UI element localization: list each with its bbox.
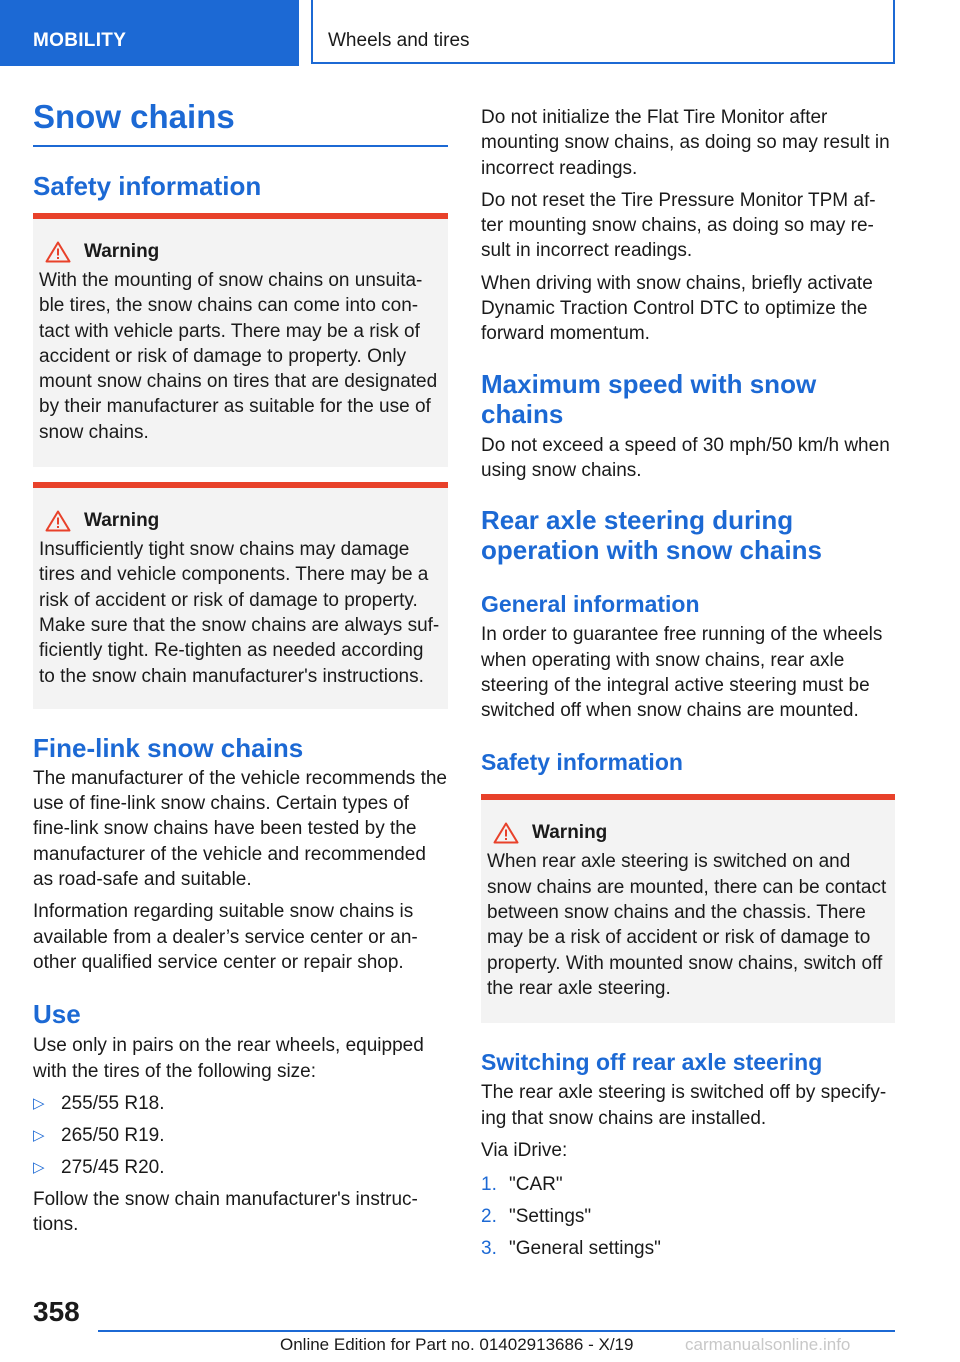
step-item	[481, 1204, 895, 1229]
list-item	[33, 1123, 448, 1148]
right-column	[481, 105, 895, 1261]
step-number: 1.	[481, 1174, 497, 1196]
bullet-icon: ▷	[33, 1126, 45, 1144]
edition-text: Online Edition for Part no. 01402913686 - X/19	[280, 1335, 634, 1354]
step-number: 3.	[481, 1238, 497, 1260]
warning-triangle-icon	[45, 510, 71, 532]
paragraph: Via iDrive:	[481, 1139, 568, 1161]
paragraph: The manufacturer of the vehicle recommends the use of fine-link snow chains. Certain types of fine-link snow chains have been tested by the manufacturer of the vehicle and recommended as road-safe and suitable.	[33, 767, 447, 891]
step-number: 2.	[481, 1206, 497, 1228]
tire-size-list	[33, 1091, 448, 1180]
warning-label: Warning	[532, 822, 608, 844]
tire-size: 275/45 R20.	[61, 1156, 165, 1178]
fine-link-heading: Fine-link snow chains	[33, 732, 304, 763]
page-header	[0, 0, 960, 66]
paragraph: Information regarding suitable snow chains is available from a dealer’s service center or an-other qualified service center or repair shop.	[33, 901, 418, 973]
step-text: "General settings"	[509, 1238, 661, 1260]
paragraph: In order to guarantee free running of the wheels when operating with snow chains, rear axle steering of the integral active steering must be switched off when snow chains are mounted.	[481, 624, 883, 722]
paragraph: Use only in pairs on the rear wheels, equipped with the tires of the following size:	[33, 1035, 424, 1082]
list-item	[33, 1091, 448, 1116]
paragraph: Do not reset the Tire Pressure Monitor TPM af-ter mounting snow chains, as doing so may re-sult in incorrect readings.	[481, 189, 876, 262]
paragraph: The rear axle steering is switched off by specify-ing that snow chains are installed.	[481, 1082, 887, 1129]
page-title: Snow chains	[33, 95, 448, 147]
max-speed-heading: Maximum speed with snow chains	[481, 368, 817, 429]
warning-label: Warning	[84, 510, 160, 532]
warning-triangle-icon	[45, 241, 71, 263]
warning-box	[33, 482, 448, 709]
paragraph: Do not exceed a speed of 30 mph/50 km/h when using snow chains.	[481, 434, 890, 481]
chapter-tab: Wheels and tires	[311, 0, 895, 64]
general-info-heading: General information	[481, 591, 700, 618]
warning-box	[33, 213, 448, 467]
watermark: carmanualsonline.info	[685, 1335, 851, 1354]
paragraph: Do not initialize the Flat Tire Monitor after mounting snow chains, as doing so may result in incorrect readings.	[481, 107, 890, 179]
step-text: "CAR"	[509, 1174, 563, 1196]
warning-triangle-icon	[493, 822, 519, 844]
warning-text: Insufficiently tight snow chains may damage tires and vehicle components. There may be a risk of accident or risk of damage to property. Make sure that the snow chains are always suf-ficiently tight. Re-tighten as needed according to the snow chain manufacturer's instructions.	[39, 539, 440, 687]
left-column	[33, 95, 448, 1237]
safety-heading: Safety information	[33, 171, 262, 201]
paragraph: Follow the snow chain manufacturer's instruc-tions.	[33, 1188, 418, 1236]
safety-heading: Safety information	[481, 749, 683, 776]
bullet-icon: ▷	[33, 1158, 45, 1176]
list-item	[33, 1155, 448, 1180]
warning-title	[39, 510, 440, 532]
tire-size: 255/55 R18.	[61, 1092, 165, 1114]
switch-off-heading: Switching off rear axle steering	[481, 1049, 823, 1076]
rear-axle-heading: Rear axle steering during operation with snow chains	[481, 505, 822, 566]
paragraph: When driving with snow chains, briefly activate Dynamic Traction Control DTC to optimize the forward momentum.	[481, 272, 873, 345]
section-tab: MOBILITY	[0, 0, 299, 66]
footer-divider	[98, 1330, 895, 1332]
warning-title	[487, 822, 887, 844]
step-item	[481, 1172, 895, 1197]
step-item	[481, 1236, 895, 1261]
warning-text: With the mounting of snow chains on unsuita-ble tires, the snow chains can come into con-tact with vehicle parts. There may be a risk of accident or risk of damage to property. Only mount snow chains on tires that are designated by their manufacturer as suitable for the use of snow chains.	[39, 270, 438, 443]
bullet-icon: ▷	[33, 1094, 45, 1112]
page-number: 358	[33, 1296, 80, 1327]
warning-title	[39, 241, 440, 263]
idrive-steps	[481, 1172, 895, 1261]
tire-size: 265/50 R19.	[61, 1124, 165, 1146]
step-text: "Settings"	[509, 1206, 592, 1228]
use-heading: Use	[33, 999, 81, 1030]
warning-label: Warning	[84, 241, 160, 262]
warning-box	[481, 794, 895, 1023]
warning-text: When rear axle steering is switched on and snow chains are mounted, there can be contact between snow chains and the chassis. There may be a risk of accident or risk of damage to property. With mounted snow chains, switch off the rear axle steering.	[487, 851, 887, 999]
